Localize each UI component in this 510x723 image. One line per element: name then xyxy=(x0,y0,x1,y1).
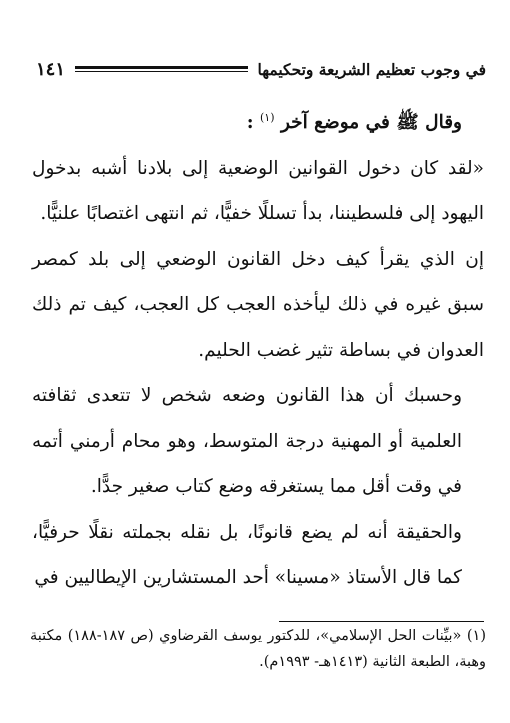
page-number: ١٤١ xyxy=(36,58,66,80)
section-heading xyxy=(32,100,484,146)
footnote-marker: (١) xyxy=(259,110,275,124)
paragraph-2: وحسبك أن هذا القانون وضعه شخص لا تتعدى ثقافته العلمية أو المهنية درجة المتوسط، وهو محام أرمني أتمه في وقت أقل مما يستغرقه وضع كتاب صغير جدًّا. xyxy=(32,385,462,497)
running-header xyxy=(36,56,486,82)
paragraph-3: والحقيقة أنه لم يضع قانونًا، بل نقله بجملته نقلًا حرفيًّا، كما قال الأستاذ «مسينا» أحد المستشارين الإيطاليين في xyxy=(32,521,462,588)
heading-colon: : xyxy=(246,112,254,133)
footnote-separator xyxy=(279,621,484,622)
paragraph-1: إن الذي يقرأ كيف دخل القانون الوضعي إلى بلد كمصر سبق غيره في ذلك ليأخذه العجب كل العجب، كيف تم ذلك العدوان في بساطة تثير غضب الحليم. xyxy=(32,248,484,361)
quote-paragraph: «لقد كان دخول القوانين الوضعية إلى بلادنا أشبه بدخول اليهود إلى فلسطيننا، بدأ تسللًا خفيًّا، ثم انتهى اغتصابًا علنيًّا. xyxy=(32,157,484,224)
main-text xyxy=(32,100,484,601)
header-title: في وجوب تعظيم الشريعة وتحكيمها xyxy=(257,59,486,79)
footnote: (١) «بيِّنات الحل الإسلامي»، للدكتور يوسف القرضاوي (ص ١٨٧-١٨٨) مكتبة وهبة، الطبعة الثانية (١٤١٣هـ- ١٩٩٣م). xyxy=(30,628,486,670)
heading-text: وقال ﷺ في موضع آخر xyxy=(280,112,462,133)
header-rule xyxy=(75,66,248,72)
